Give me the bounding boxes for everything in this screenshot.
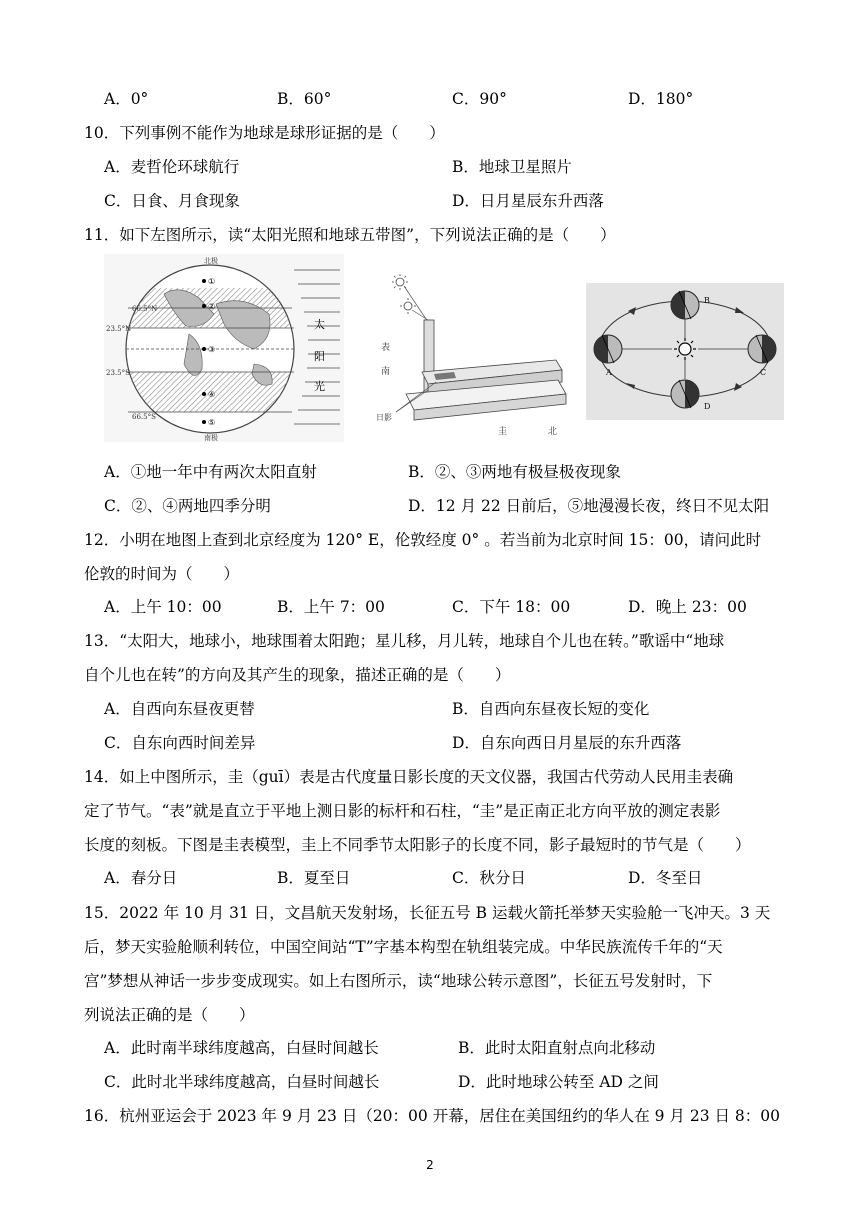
- q12-option-c: C．下午 18：00: [452, 598, 571, 616]
- pos-a-label: A: [606, 368, 612, 377]
- pos-c-label: C: [760, 368, 767, 377]
- q10-option-d: D．日月星辰东升西落: [452, 192, 604, 210]
- guibiao-model-figure: [366, 262, 571, 442]
- q15-option-b: B．此时太阳直射点向北移动: [458, 1039, 656, 1057]
- south-label: 南: [381, 367, 391, 377]
- sunlight-char-1: 太: [314, 318, 325, 331]
- zone-mark-1: ①: [208, 277, 216, 286]
- north-label: 北: [548, 427, 558, 437]
- earth-revolution-figure: [586, 283, 784, 420]
- q10-option-c: C．日食、月食现象: [104, 192, 240, 210]
- q13-option-b: B．自西向东昼夜长短的变化: [452, 700, 650, 718]
- q14-option-b: B．夏至日: [277, 869, 351, 887]
- q15-stem-line4: 列说法正确的是（ ）: [84, 1006, 255, 1024]
- gui-label: 圭: [498, 427, 508, 437]
- pos-d-label: D: [704, 402, 711, 411]
- q14-stem-line1: 14．如上中图所示，圭（guī）表是古代度量日影长度的天文仪器，我国古代劳动人民用圭表确: [84, 768, 734, 786]
- q11-stem: 11．如下左图所示，读“太阳光照和地球五带图”，下列说法正确的是（ ）: [84, 226, 616, 244]
- sunlight-char-2: 阳: [314, 350, 325, 363]
- q13-option-a: A．自西向东昼夜更替: [104, 700, 255, 718]
- q14-stem-line3: 长度的刻板。下图是圭表模型，圭上不同季节太阳影子的长度不同，影子最短时的节气是（ ）: [84, 836, 751, 854]
- lat-23s-label: 23.5°S: [106, 369, 130, 377]
- q15-stem-line1: 15．2022 年 10 月 31 日，文昌航天发射场，长征五号 B 运载火箭托举梦天实验舱一飞冲天。3 天: [84, 904, 771, 922]
- q11-option-b: B．②、③两地有极昼极夜现象: [408, 463, 621, 481]
- q9-option-d: D．180°: [628, 90, 694, 108]
- q14-option-d: D．冬至日: [628, 869, 703, 887]
- earth-a: [594, 335, 622, 363]
- pos-b-label: B: [704, 296, 710, 305]
- lat-66n-label: 66.5°N: [132, 305, 158, 313]
- q15-option-a: A．此时南半球纬度越高，白昼时间越长: [104, 1039, 379, 1057]
- zone-mark-5: ⑤: [208, 418, 216, 427]
- q12-option-a: A．上午 10：00: [104, 598, 222, 616]
- q11-option-d: D．12 月 22 日前后，⑤地漫漫长夜，终日不见太阳: [408, 497, 770, 515]
- q15-stem-line2: 后，梦天实验舱顺利转位，中国空间站“T”字基本构型在轨组装完成。中华民族流传千年的“天: [84, 938, 723, 956]
- q14-stem-line2: 定了节气。“表”就是直立于平地上测日影的标杆和石柱，“圭”是正南正北方向平放的测定表影: [84, 802, 721, 820]
- q13-stem-line1: 13．“太阳大，地球小，地球围着太阳跑；星儿移，月儿转，地球自个儿也在转。”歌谣中“地球: [84, 632, 725, 650]
- sunlight-five-zones-figure: [104, 254, 344, 442]
- q13-stem-line2: 自个儿也在转”的方向及其产生的现象，描述正确的是（ ）: [84, 666, 511, 684]
- q12-option-b: B．上午 7：00: [277, 598, 385, 616]
- sun-icon: [392, 274, 408, 290]
- zone-mark-4: ④: [208, 390, 216, 399]
- biao-label: 表: [381, 343, 391, 353]
- q15-option-c: C．此时北半球纬度越高，白昼时间越长: [104, 1073, 380, 1091]
- q9-option-b: B．60°: [277, 90, 332, 108]
- q12-option-d: D．晚上 23：00: [628, 598, 747, 616]
- zone-mark-2: ②: [208, 302, 216, 311]
- shadow-label: 日影: [376, 413, 392, 422]
- q15-stem-line3: 宫”梦想从神话一步步变成现实。如上右图所示，读“地球公转示意图”，长征五号发射时，下: [84, 972, 713, 990]
- q16-stem-line1: 16．杭州亚运会于 2023 年 9 月 23 日（20：00 开幕，居住在美国纽约的华人在 9 月 23 日 8：00: [84, 1107, 780, 1125]
- page-number: 2: [426, 1158, 434, 1172]
- lat-66s-label: 66.5°S: [132, 413, 156, 421]
- q13-option-d: D．自东向西日月星辰的东升西落: [452, 734, 682, 752]
- earth-c: [748, 335, 776, 363]
- q12-stem-line2: 伦敦的时间为（ ）: [84, 565, 240, 583]
- q9-option-c: C．90°: [452, 90, 507, 108]
- zone-mark-3: ③: [208, 345, 216, 354]
- north-pole-label: 北极: [204, 257, 218, 265]
- q11-option-a: A．①地一年中有两次太阳直射: [104, 463, 317, 481]
- q15-option-d: D．此时地球公转至 AD 之间: [458, 1073, 659, 1091]
- q10-stem: 10．下列事例不能作为地球是球形证据的是（ ）: [84, 124, 445, 142]
- earth-b: [671, 291, 699, 319]
- q14-option-a: A．春分日: [104, 869, 178, 887]
- sunlight-char-3: 光: [314, 380, 325, 393]
- q10-option-a: A．麦哲伦环球航行: [104, 158, 240, 176]
- q11-option-c: C．②、④两地四季分明: [104, 497, 271, 515]
- q10-option-b: B．地球卫星照片: [452, 158, 572, 176]
- q9-option-a: A．0°: [104, 90, 149, 108]
- lat-23n-label: 23.5°N: [106, 325, 132, 333]
- south-pole-label: 南极: [204, 434, 218, 442]
- q12-stem-line1: 12．小明在地图上查到北京经度为 120° E，伦敦经度 0° 。若当前为北京时间 15：00，请问此时: [84, 531, 762, 549]
- earth-d: [671, 380, 699, 408]
- q14-option-c: C．秋分日: [452, 869, 526, 887]
- q13-option-c: C．自东向西时间差异: [104, 734, 256, 752]
